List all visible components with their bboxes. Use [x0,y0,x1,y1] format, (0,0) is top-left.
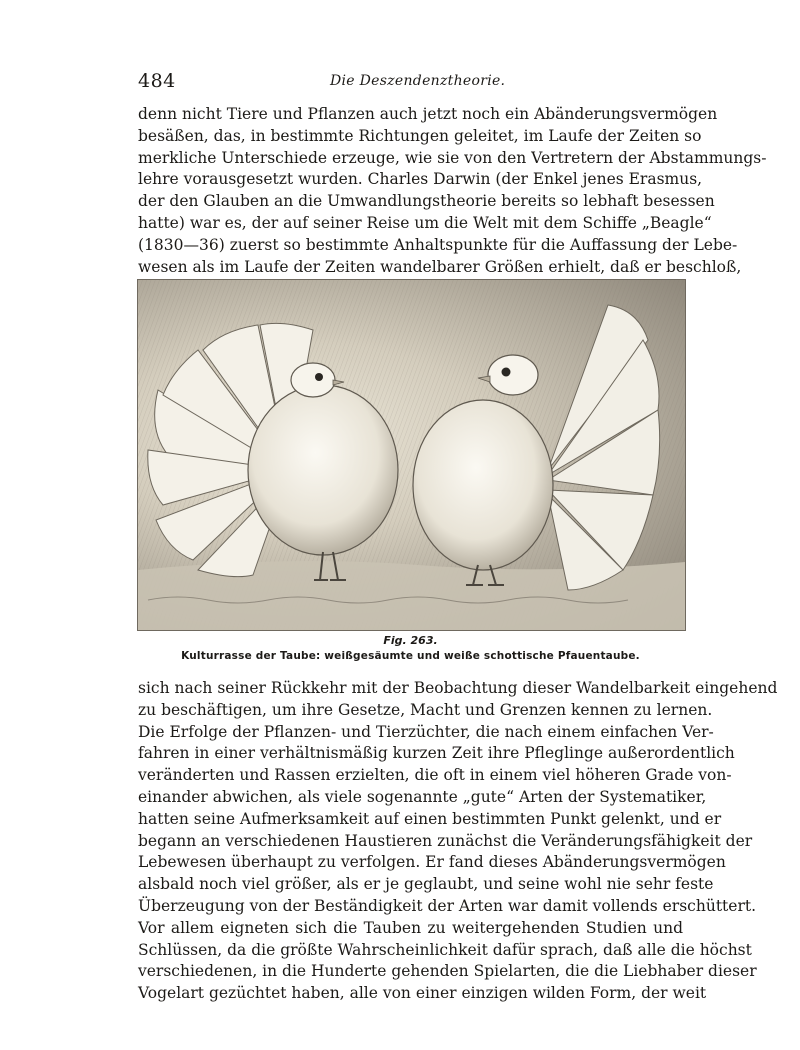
text-line: hatten seine Aufmerksamkeit auf einen bestimmten Punkt gelenkt, und er [138,809,722,828]
text-line: verschiedenen, in die Hunderte gehenden Spielarten, die die Liebhaber dieser [138,962,757,981]
figure-caption: Kulturrasse der Taube: weißgesäumte und weiße schottische Pfauentaube. [181,650,640,662]
pigeon-engraving-art [138,280,685,630]
text-line: einander abwichen, als viele sogenannte „gute“ Arten der Systematiker, [138,787,707,806]
text-line: wesen als im Laufe der Zeiten wandelbarer Größen erhielt, daß er beschloß, [138,257,742,276]
text-line: Schlüssen, da die größte Wahrscheinlichkeit dafür sprach, daß alle die höchst [138,940,752,959]
text-line: merkliche Unterschiede erzeuge, wie sie von den Vertretern der Abstammungs- [138,148,767,167]
text-line: sich nach seiner Rückkehr mit der Beobachtung dieser Wandelbarkeit eingehend [138,679,778,697]
text-line: denn nicht Tiere und Pflanzen auch jetzt noch ein Abänderungsvermögen [138,105,718,123]
text-line: hatte) war es, der auf seiner Reise um die Welt mit dem Schiffe „Beagle“ [138,213,712,232]
text-line: Überzeugung von der Beständigkeit der Arten war damit vollends erschüttert. [138,896,757,915]
text-line: lehre vorausgesetzt wurden. Charles Darwin (der Enkel jenes Erasmus, [138,170,703,189]
text-line: veränderten und Rassen erzielten, die oft in einem viel höheren Grade von- [138,766,732,785]
text-line: Vor allem eigneten sich die Tauben zu weitergehenden Studien und [138,918,683,937]
pigeon-engraving [137,279,686,631]
text-line: (1830—36) zuerst so bestimmte Anhaltspunkte für die Auffassung der Lebe- [138,235,738,254]
text-line: Lebewesen überhaupt zu verfolgen. Er fand dieses Abänderungsvermögen [138,853,726,872]
figure-number: Fig. 263. [383,634,438,647]
text-line: alsbald noch viel größer, als er je geglaubt, und seine wohl nie sehr feste [138,875,714,894]
page-header [138,70,683,100]
paragraph-top [138,104,767,278]
text-line: fahren in einer verhältnismäßig kurzen Zeit ihre Pfleglinge außerordentlich [138,744,735,763]
running-title: Die Deszendenztheorie. [330,73,506,89]
page-number: 484 [138,70,176,92]
text-line: Vogelart gezüchtet haben, alle von einer einzigen wilden Form, der weit [138,984,707,1003]
paragraph-bottom [138,678,778,1005]
text-line: der den Glauben an die Umwandlungstheorie bereits so lebhaft besessen [138,192,715,211]
text-line: begann an verschiedenen Haustieren zunächst die Veränderungsfähigkeit der [138,831,753,850]
text-line: zu beschäftigen, um ihre Gesetze, Macht und Grenzen kennen zu lernen. [138,700,713,719]
text-line: Die Erfolge der Pflanzen- und Tierzüchter, die nach einem einfachen Ver- [138,722,714,741]
text-line: besäßen, das, in bestimmte Richtungen geleitet, im Laufe der Zeiten so [138,126,702,145]
